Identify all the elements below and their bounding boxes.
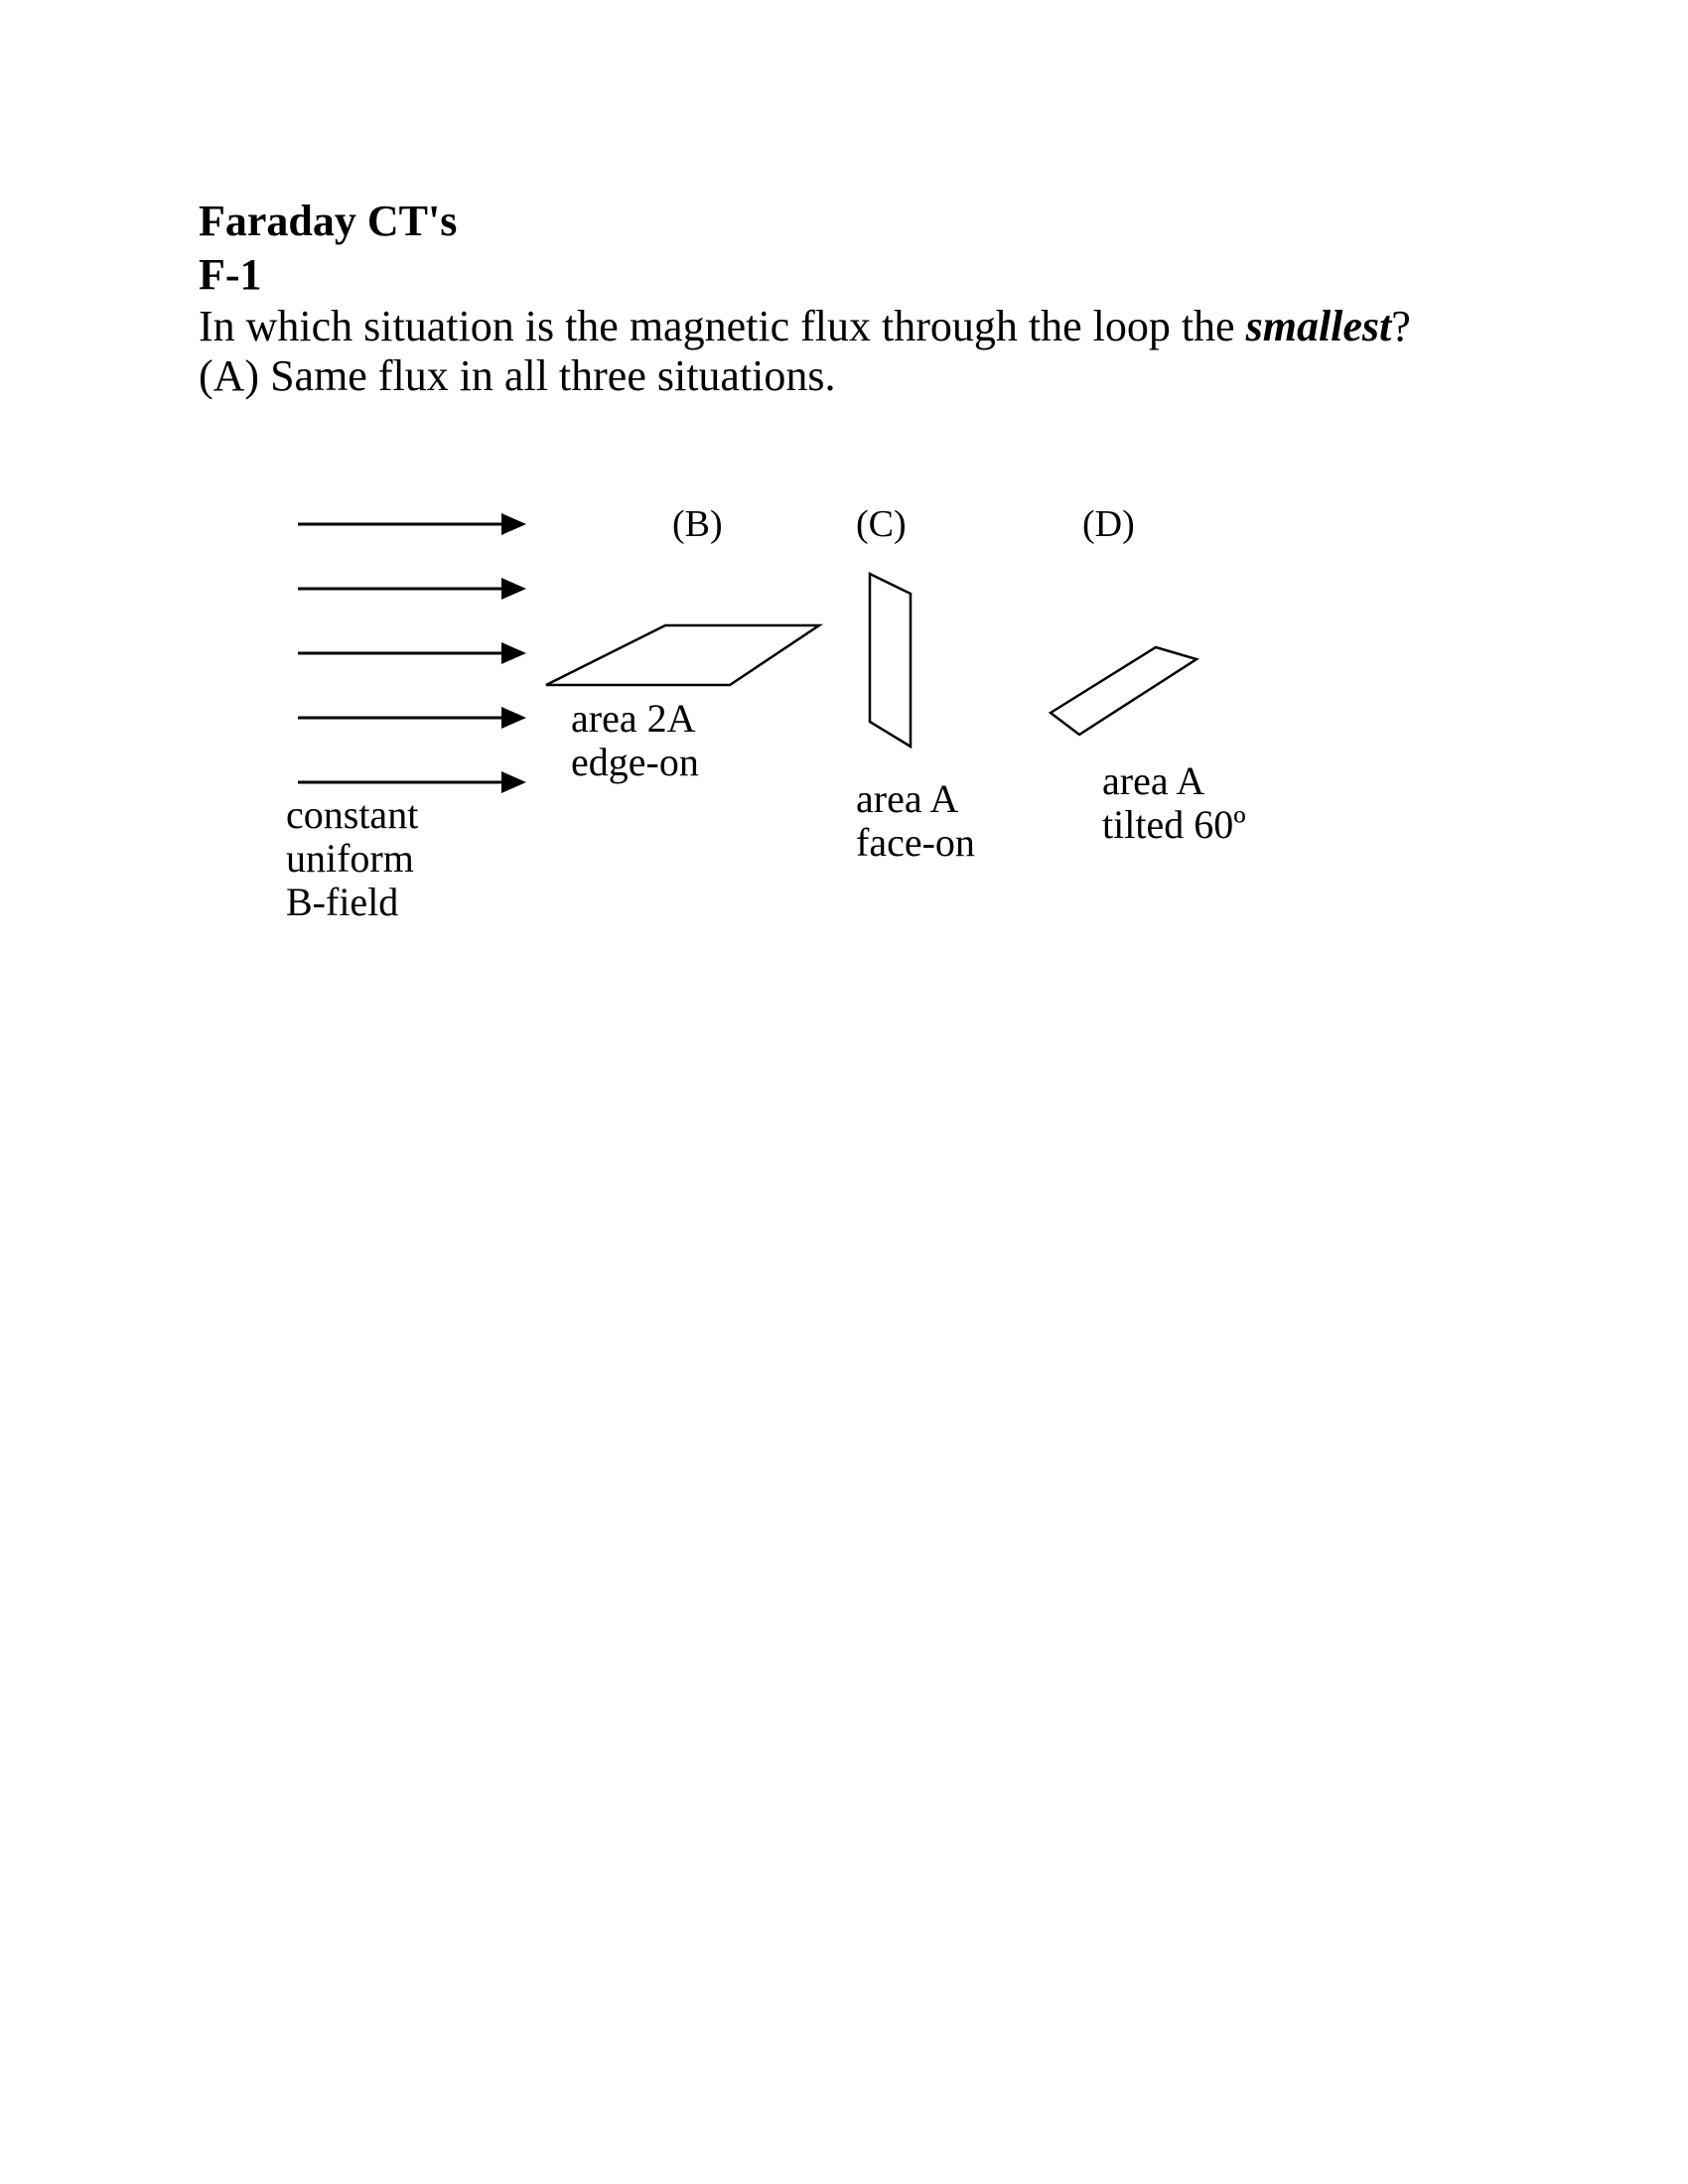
case-c-letter: (C) <box>856 503 907 545</box>
case-d-label-line: area A <box>1102 758 1203 803</box>
case-c-label <box>856 776 975 865</box>
flux-loops-figure <box>0 0 1688 993</box>
b-field-label-line: constant <box>286 792 419 837</box>
b-field-arrow <box>298 642 526 664</box>
case-c-label-line: area A <box>856 776 957 821</box>
answer-option-a: (A) Same flux in all three situations. <box>199 351 836 400</box>
case-c-label-line: face-on <box>856 820 975 865</box>
b-field-label <box>286 792 428 924</box>
case-b-letter: (B) <box>672 503 723 545</box>
question-prefix: In which situation is the magnetic flux through the loop the <box>199 302 1246 350</box>
b-field-label-line: uniform <box>286 836 414 881</box>
case-d-letter: (D) <box>1082 503 1135 545</box>
case-b-label-line: edge-on <box>571 740 699 784</box>
question-suffix: ? <box>1391 302 1411 350</box>
question-id: F-1 <box>199 250 262 299</box>
case-d-loop <box>1051 647 1196 735</box>
case-d-label <box>1102 758 1246 847</box>
case-b-label <box>571 696 703 784</box>
document-title: Faraday CT's <box>199 197 458 245</box>
case-d-label-line: tilted 60º <box>1102 802 1246 847</box>
b-field-arrows <box>298 513 526 793</box>
case-b-loop <box>546 625 819 685</box>
question-emphasis: smallest <box>1245 302 1392 350</box>
b-field-arrow <box>298 771 526 793</box>
case-b-label-line: area 2A <box>571 696 694 741</box>
b-field-arrow <box>298 707 526 729</box>
b-field-arrow <box>298 578 526 600</box>
b-field-arrow <box>298 513 526 535</box>
b-field-label-line: B-field <box>286 880 399 924</box>
case-c-loop <box>870 574 911 747</box>
